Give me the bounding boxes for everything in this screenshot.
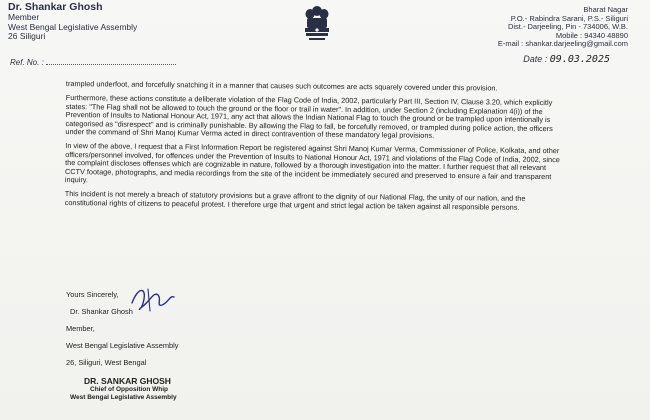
closing-signer: Dr. Shankar Ghosh [70,307,133,316]
letterhead-name: Dr. Shankar Ghosh [8,1,103,13]
ref-blank-line [46,57,176,65]
closing-role: Member, [66,324,95,333]
ref-label: Ref. No. : [10,58,44,67]
letterhead-address [498,6,628,49]
address-line: E-mail : shankar.darjeeling@gmail.com [497,39,628,48]
letter-closing [66,290,178,401]
official-stamp [66,377,178,401]
body-paragraph: In view of the above, I request that a First Information Report be registered against Shri Manoj Kumar Verma, Commissioner of Police, Kolkata, and other officers/personnel involved, for offences under the Prevention of Insults to National Honour Act, 1971 and violations of the Flag Code of India, 2002, since the complaint discloses offenses which are cognizable in nature, followed by a thorough investigation into the matter. I further request that all relevant CCTV footage, photographs, and media recordings from the site of the incident be immediately secured and preserved to ensure a fair and transparent inquiry. [64,141,560,185]
letterhead-constituency: 26 Siliguri [8,31,46,41]
date-label: Date : [523,54,548,64]
letter-body [65,80,566,219]
address-line: Mobile : 94340 48890 [555,30,628,40]
body-paragraph: trampled underfoot, and forcefully snatching it in a manner that causes such outcomes are acts squarely covered under this provision. [65,79,498,93]
date-value: 09.03.2025 [549,54,610,65]
stamp-title: Chief of Opposition Whip [90,386,168,393]
letterhead-left [8,2,137,42]
body-paragraph: Furthermore, these actions constitute a deliberate violation of the Flag Code of India, 2002, particularly Part III, Section IV, Clause 3.20, which explicitly states: "The Flag shall not be allowed to touch the ground or the floor or trail in water". In addition, under Section 2 (including Explanation 4(i)) of the Prevention of Insults to National Honour Act, 1971, any act that allows the Indian National Flag to touch the ground or be trampled upon intentionally is categorised as "disrespect" and is criminally punishable. By allowing the Flag to fall, be forcefully removed, or trampled during police action, the officers under the command of Shri Manoj Kumar Verma acted in direct contravention of these mandatory legal provisions. [65,93,553,140]
address-line: Dist.- Darjeeling, Pin - 734006, W.B. [507,22,628,31]
stamp-assembly: West Bengal Legislative Assembly [70,393,177,401]
closing-assembly: West Bengal Legislative Assembly [66,341,179,350]
letterhead-role: Member [8,12,40,22]
address-line: P.O.- Rabindra Sarani, P.S.- Siliguri [510,13,628,23]
body-paragraph: This incident is not merely a breach of statutory provisions but a grave affront to the dignity of our National Flag, the unity of our nation, and the constitutional rights of citizens to peaceful protest. I therefore urge that urgent and strict legal action be taken against all responsible persons. [64,189,526,212]
stamp-name: DR. SANKAR GHOSH [84,376,171,386]
closing-constituency: 26, Siliguri, West Bengal [66,358,147,367]
closing-salutation: Yours Sincerely, [66,290,119,299]
ref-number [10,57,176,67]
address-line: Bharat Nagar [583,5,628,14]
national-emblem-icon [302,2,332,46]
letterhead-assembly: West Bengal Legislative Assembly [8,21,138,32]
date-field [523,54,610,65]
